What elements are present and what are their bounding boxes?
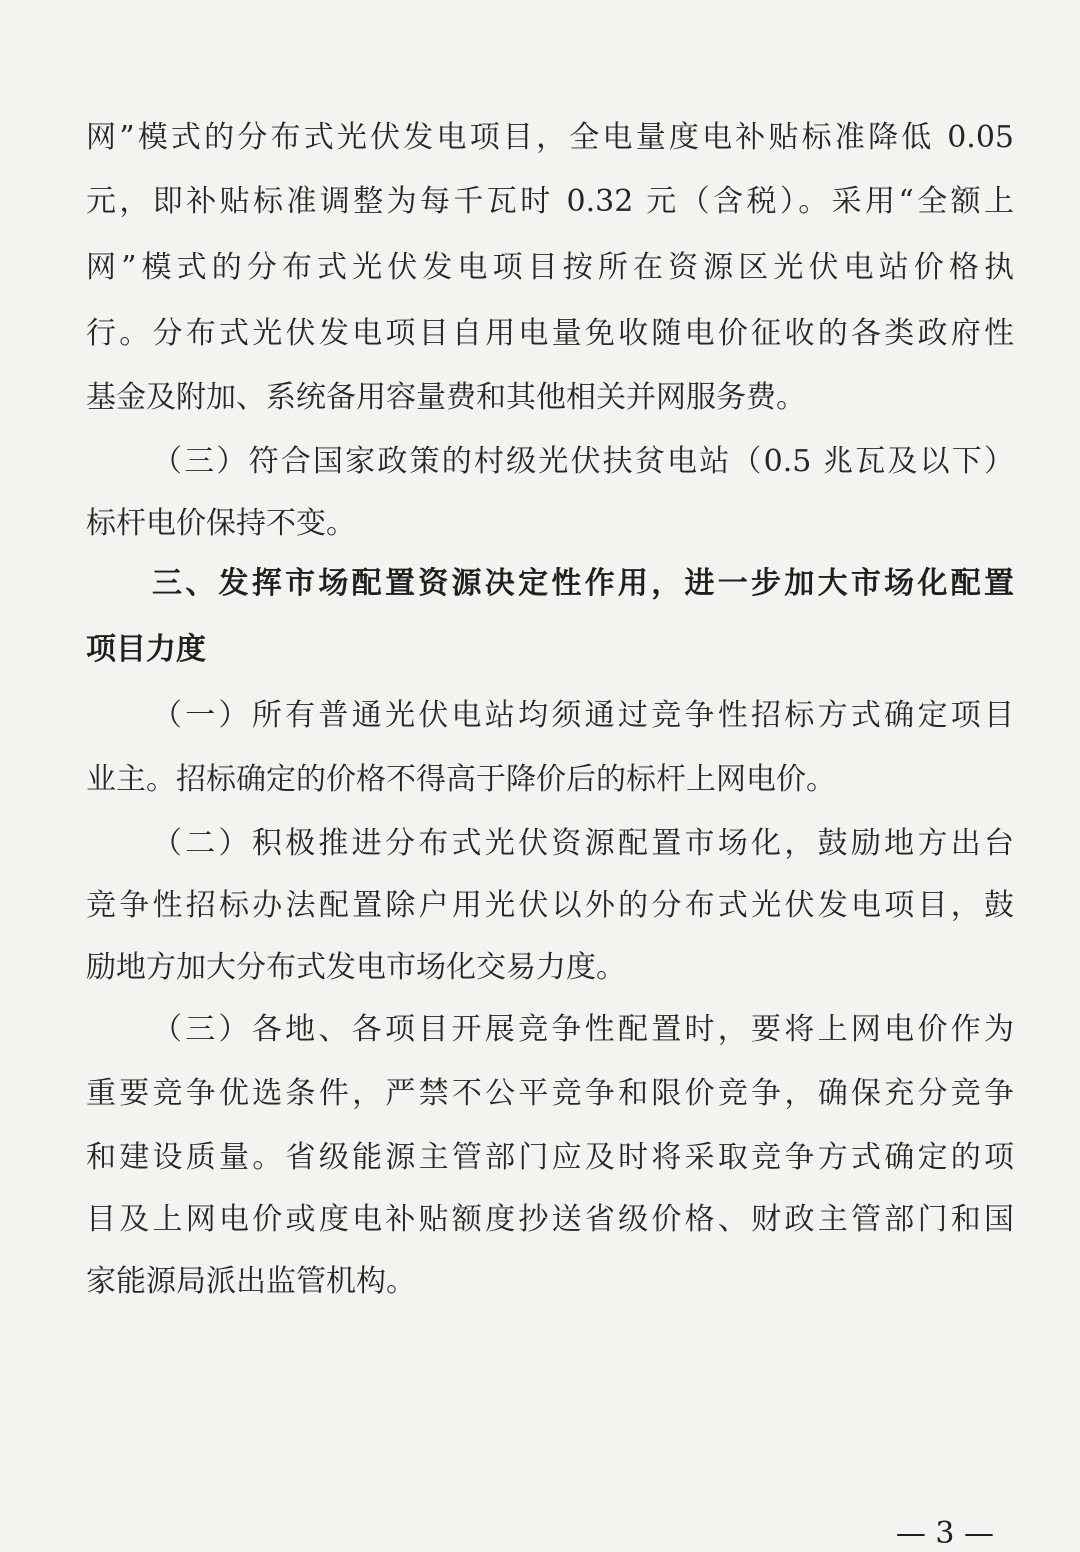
text-line-18: 目及上网电价或度电补贴额度抄送省级价格、财政主管部门和国 <box>86 1202 1014 1237</box>
text-line-19: 家能源局派出监管机构。 <box>86 1264 416 1299</box>
text-line-5: 基金及附加、系统备用容量费和其他相关并网服务费。 <box>86 380 806 415</box>
text-line-16: 重要竞争优选条件，严禁不公平竞争和限价竞争，确保充分竞争 <box>86 1076 1014 1111</box>
text-line-14: 励地方加大分布式发电市场化交易力度。 <box>86 950 626 985</box>
text-line-12: （二）积极推进分布式光伏资源配置市场化，鼓励地方出台 <box>152 826 1014 861</box>
text-line-11: 业主。招标确定的价格不得高于降价后的标杆上网电价。 <box>86 762 836 797</box>
text-line-17: 和建设质量。省级能源主管部门应及时将采取竞争方式确定的项 <box>86 1140 1014 1175</box>
text-line-3: 网”模式的分布式光伏发电项目按所在资源区光伏电站价格执 <box>86 250 1014 285</box>
page-number: — 3 — <box>895 1516 994 1551</box>
text-line-10: （一）所有普通光伏电站均须通过竞争性招标方式确定项目 <box>152 698 1014 733</box>
text-line-4: 行。分布式光伏发电项目自用电量免收随电价征收的各类政府性 <box>86 316 1014 351</box>
section-heading-line-1: 三、发挥市场配置资源决定性作用，进一步加大市场化配置 <box>152 566 1014 601</box>
text-line-7: 标杆电价保持不变。 <box>86 506 356 541</box>
text-line-2: 元，即补贴标准调整为每千瓦时 0.32 元（含税）。采用“全额上 <box>86 184 1014 219</box>
section-heading-line-2: 项目力度 <box>86 632 206 667</box>
text-line-13: 竞争性招标办法配置除户用光伏以外的分布式光伏发电项目，鼓 <box>86 888 1014 923</box>
text-line-15: （三）各地、各项目开展竞争性配置时，要将上网电价作为 <box>152 1012 1014 1047</box>
text-line-6: （三）符合国家政策的村级光伏扶贫电站（0.5 兆瓦及以下） <box>152 444 1014 479</box>
text-line-1: 网”模式的分布式光伏发电项目，全电量度电补贴标准降低 0.05 <box>86 120 1014 155</box>
